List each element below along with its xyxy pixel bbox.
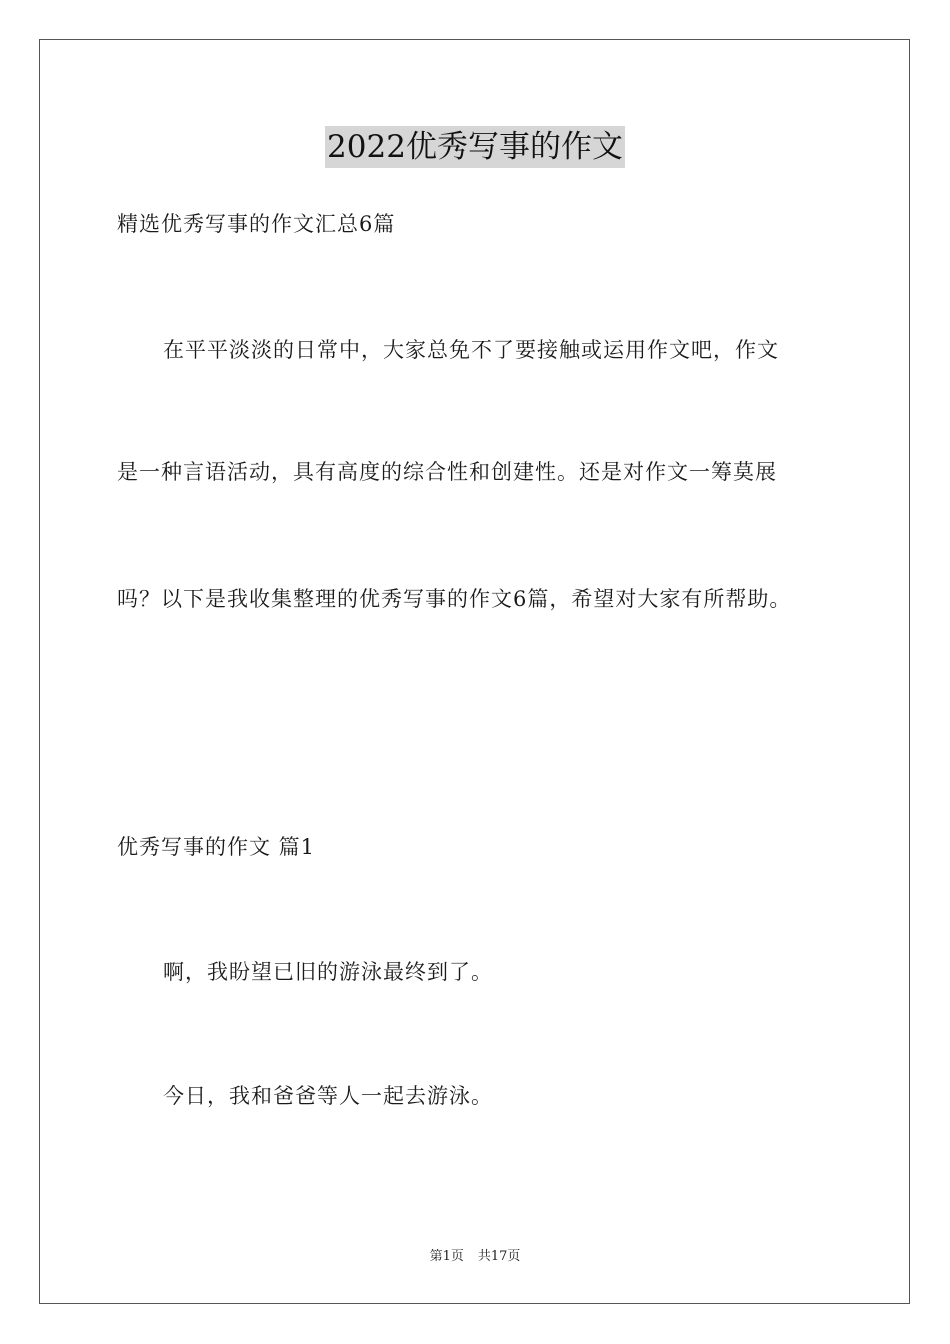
intro-line-3: 吗？以下是我收集整理的优秀写事的作文6篇，希望对大家有所帮助。 <box>117 587 792 611</box>
page-number: 第1页 <box>429 1249 464 1264</box>
page-total: 共17页 <box>477 1249 521 1264</box>
intro-line-2: 是一种言语活动，具有高度的综合性和创建性。还是对作文一筹莫展 <box>117 460 777 484</box>
page-footer <box>0 1248 950 1266</box>
body-line-1: 啊，我盼望已旧的游泳最终到了。 <box>163 960 493 984</box>
document-subtitle: 精选优秀写事的作文汇总6篇 <box>117 212 396 236</box>
body-line-2: 今日，我和爸爸等人一起去游泳。 <box>163 1084 493 1108</box>
title-container <box>0 126 950 168</box>
intro-line-1: 在平平淡淡的日常中，大家总免不了要接触或运用作文吧，作文 <box>163 338 779 362</box>
document-title: 2022优秀写事的作文 <box>325 126 625 168</box>
section-heading: 优秀写事的作文 篇1 <box>117 835 316 859</box>
